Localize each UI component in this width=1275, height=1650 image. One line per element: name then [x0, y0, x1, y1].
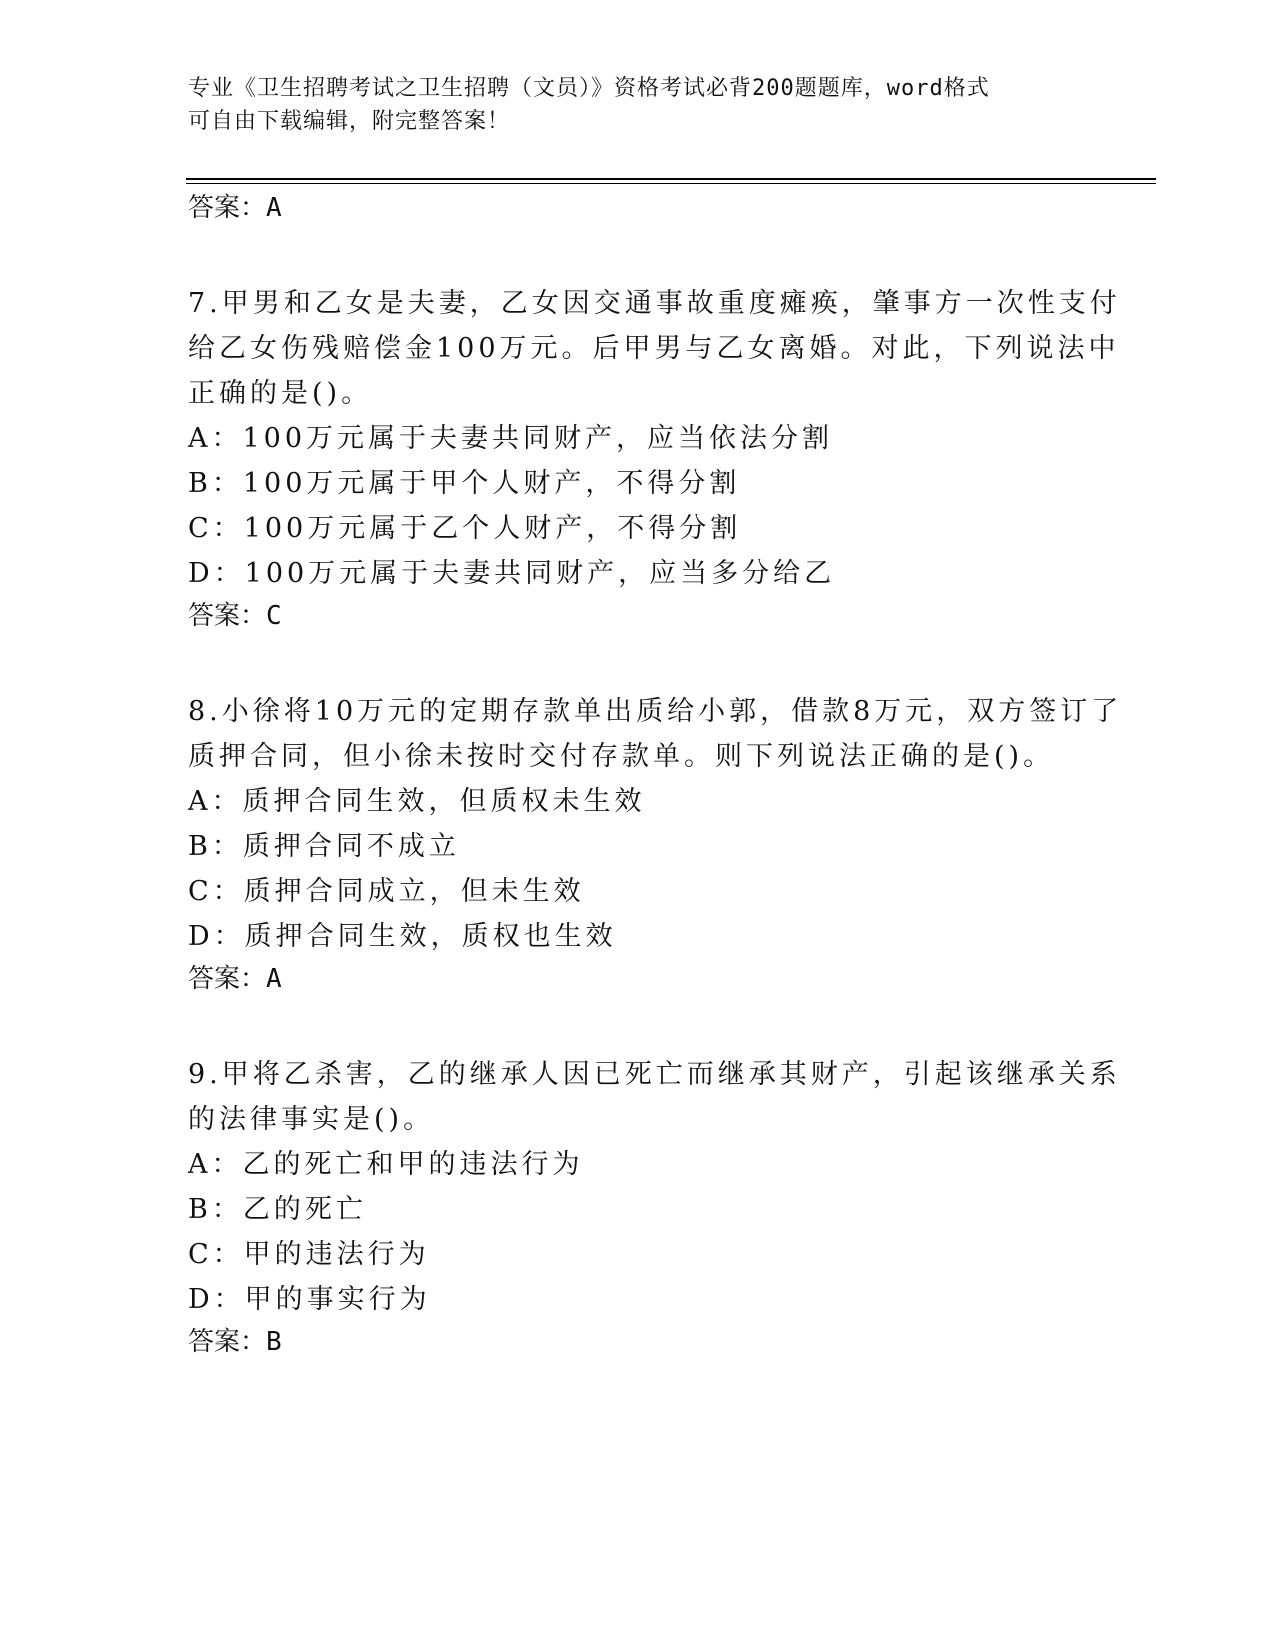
answer-line: 答案：A [188, 964, 282, 994]
stem-line: 8.小徐将10万元的定期存款单出质给小郭，借款8万元，双方签订了 [188, 696, 1123, 727]
option-c: C：100万元属于乙个人财产，不得分割 [188, 513, 742, 544]
question-stem [188, 689, 1123, 779]
previous-answer: 答案：A [188, 193, 282, 223]
option-d: D：甲的事实行为 [188, 1284, 431, 1315]
question-stem [188, 1052, 1121, 1142]
question-9 [188, 1052, 1121, 1367]
header-divider-bottom [186, 183, 1156, 184]
stem-line: 质押合同，但小徐未按时交付存款单。则下列说法正确的是()。 [188, 741, 1055, 772]
option-c: C：甲的违法行为 [188, 1239, 430, 1270]
option-d: D：质押合同生效，质权也生效 [188, 921, 617, 952]
header-divider-top [186, 178, 1156, 180]
answer-line: 答案：C [188, 601, 282, 631]
stem-line: 正确的是()。 [188, 378, 373, 409]
option-b: B：乙的死亡 [188, 1194, 367, 1225]
option-a: A：100万元属于夫妻共同财产，应当依法分割 [188, 423, 834, 454]
stem-line: 7.甲男和乙女是夫妻，乙女因交通事故重度瘫痪，肇事方一次性支付 [188, 288, 1121, 319]
header-line-2: 可自由下载编辑，附完整答案！ [188, 109, 511, 134]
option-c: C：质押合同成立，但未生效 [188, 876, 585, 907]
option-b: B：100万元属于甲个人财产，不得分割 [188, 468, 741, 499]
option-a: A：乙的死亡和甲的违法行为 [188, 1149, 584, 1180]
header-line-1: 专业《卫生招聘考试之卫生招聘（文员）》资格考试必背200题题库，word格式 [188, 76, 990, 101]
document-header [188, 72, 1068, 138]
stem-line: 给乙女伤残赔偿金100万元。后甲男与乙女离婚。对此，下列说法中 [188, 333, 1120, 364]
stem-line: 9.甲将乙杀害，乙的继承人因已死亡而继承其财产，引起该继承关系 [188, 1059, 1121, 1090]
question-list [188, 188, 1123, 1415]
answer-line: 答案：B [188, 1327, 282, 1357]
question-7 [188, 281, 1121, 641]
question-stem [188, 281, 1121, 416]
question-8 [188, 689, 1123, 1004]
stem-line: 的法律事实是()。 [188, 1104, 435, 1135]
option-b: B：质押合同不成立 [188, 831, 460, 862]
option-d: D：100万元属于夫妻共同财产，应当多分给乙 [188, 558, 836, 589]
option-a: A：质押合同生效，但质权未生效 [188, 786, 646, 817]
